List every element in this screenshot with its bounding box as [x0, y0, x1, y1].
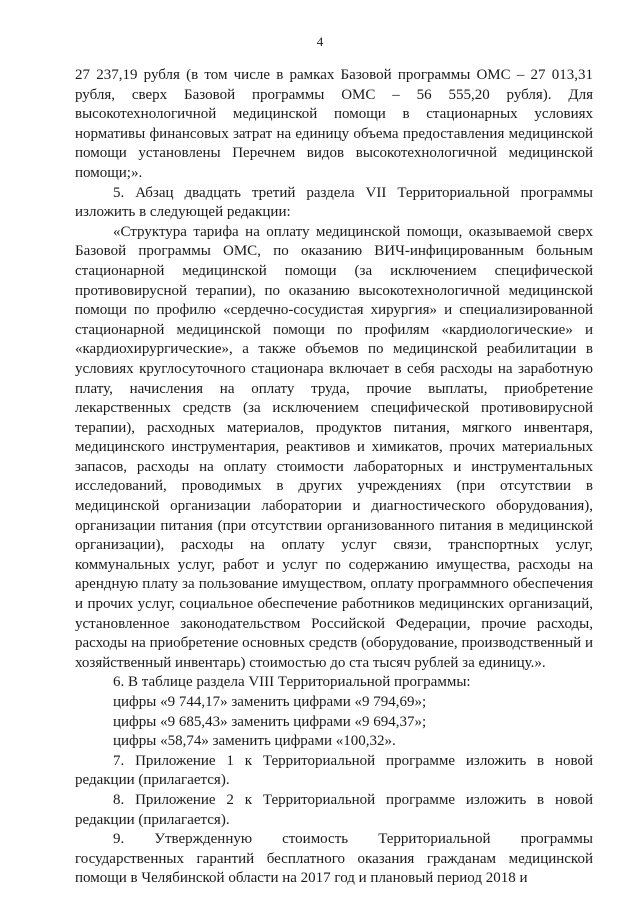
paragraph-item-9: 9. Утвержденную стоимость Территориальной программы государственных гарантий бесплатного оказания гражданам медицинской помощи в Челябинской области на 2017 год и плановый период 2018 и: [75, 831, 593, 887]
paragraph-continuation: 27 237,19 рубля (в том числе в рамках Базовой программы ОМС – 27 013,31 рубля, сверх Базовой программы ОМС – 56 555,20 рубля). Для высокотехнологичной медицинской помощи в стационарных условиях нормативы финансовых затрат на единицу объема предоставления медицинской помощи установлены Перечнем видов высокотехнологичной медицинской помощи;».: [75, 67, 593, 181]
paragraph-item-6: 6. В таблице раздела VIII Территориальной программы:: [113, 674, 471, 691]
paragraph-item-8: 8. Приложение 2 к Территориальной программе изложить в новой редакции (прилагается).: [75, 791, 593, 828]
page-number: 4: [316, 34, 324, 49]
paragraph-item-7: 7. Приложение 1 к Территориальной программе изложить в новой редакции (прилагается).: [75, 752, 593, 789]
paragraph-replacement-1: цифры «9 744,17» заменить цифрами «9 794,69»;: [113, 694, 427, 710]
paragraph-tariff-structure: «Структура тарифа на оплату медицинской помощи, оказываемой сверх Базовой программы ОМС, по оказанию ВИЧ-инфицированным больным стационарной медицинской помощи (за исключением специфической противовирусной терапии), по оказанию высокотехнологичной медицинской помощи по профилю «сердечно-сосудистая хирургия» и специализированной стационарной медицинской помощи по профилям «кардиологические» и «кардиохирургические», а также объемов по медицинской реабилитации в условиях круглосуточного стационара включает в себя расходы на заработную плату, начисления на оплату труда, прочие выплаты, приобретение лекарственных средств (за исключением специфической противовирусной терапии), расходных материалов, продуктов питания, мягкого инвентаря, медицинского инструментария, реактивов и химикатов, прочих материальных запасов, расходы на оплату стоимости лабораторных и инструментальных исследований, проводимых в других учреждениях (при отсутствии в медицинской организации лаборатории и диагностического оборудования), организации питания (при отсутствии организованного питания в медицинской организации), расходы на оплату услуг связи, транспортных услуг, коммунальных услуг, работ и услуг по содержанию имущества, расходы на арендную плату за пользование имуществом, оплату программного обеспечения и прочих услуг, социальное обеспечение работников медицинских организаций, установленное законодательством Российской Федерации, прочие расходы, расходы на приобретение основных средств (оборудование, производственный и хозяйственный инвентарь) стоимостью до ста тысяч рублей за единицу.».: [75, 223, 593, 671]
paragraph-replacement-3: цифры «58,74» заменить цифрами «100,32».: [113, 733, 396, 750]
paragraph-replacement-2: цифры «9 685,43» заменить цифрами «9 694,37»;: [113, 713, 427, 730]
paragraph-item-5: 5. Абзац двадцать третий раздела VII Территориальной программы изложить в следующей редакции:: [75, 184, 593, 221]
document-body: [75, 66, 593, 889]
